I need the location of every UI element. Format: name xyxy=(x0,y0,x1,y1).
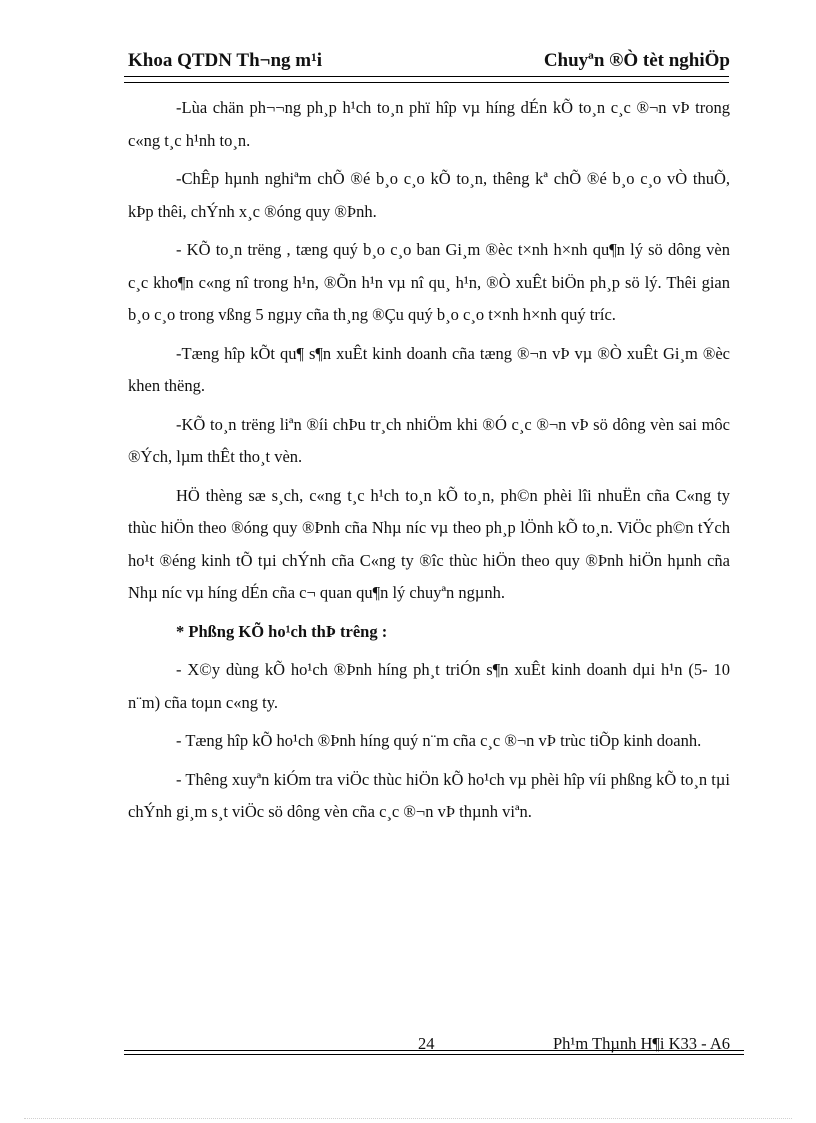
paragraph: -Lùa chän ph¬¬ng ph¸p h¹ch to¸n phï hîp vµ híng dÉn kÕ to¸n c¸c ®¬n vÞ trong c«ng t¸c h¹nh to¸n. xyxy=(128,98,730,150)
paragraph: -KÕ to¸n trëng liªn ®íi chÞu tr¸ch nhiÖm khi ®Ó c¸c ®¬n vÞ sö dông vèn sai môc ®Ých, lµm thÊt tho¸t vèn. xyxy=(128,414,730,466)
body-text xyxy=(128,92,730,835)
page-header xyxy=(128,50,730,78)
footer-author: Ph¹m Thµnh H¶i K33 - A6 xyxy=(552,1034,730,1053)
header-rule xyxy=(124,76,729,83)
header-thesis-title: Chuyªn ®Ò tèt nghiÖp xyxy=(543,50,730,71)
footer-rule xyxy=(124,1050,744,1055)
paragraph: - X©y dùng kÕ ho¹ch ®Þnh híng ph¸t triÓn s¶n xuÊt kinh doanh dµi h¹n (5- 10 n¨m) cña toµn c«ng ty. xyxy=(128,660,730,712)
paragraph: - KÕ to¸n trëng , tæng quý b¸o c¸o ban Gi¸m ®èc t×nh h×nh qu¶n lý sö dông vèn c¸c kho¶n c«ng nî trong h¹n, ®Õn h¹n vµ nî qu¸ h¹n, ®Ò xuÊt biÖn ph¸p sö lý. Thêi gian b¸o c¸o trong vßng 5 ngµy cña th¸ng ®Çu quý b¸o c¸o t×nh h×nh quý tríc. xyxy=(128,240,730,324)
section-heading: * Phßng KÕ ho¹ch thÞ trêng : xyxy=(176,621,388,641)
page-number: 24 xyxy=(418,1034,435,1053)
paragraph: HÖ thèng sæ s¸ch, c«ng t¸c h¹ch to¸n kÕ to¸n, ph©n phèi lîi nhuËn cña C«ng ty thùc hiÖn theo ®óng quy ®Þnh cña Nhµ níc vµ theo ph¸p lÖnh kÕ to¸n. ViÖc ph©n tÝch ho¹t ®éng kinh tÕ tµi chÝnh cña C«ng ty ®îc thùc hiÖn theo quy ®Þnh hiÖn hµnh cña Nhµ níc vµ híng dÉn cña c¬ quan qu¶n lý chuyªn ngµnh. xyxy=(128,485,730,602)
paragraph: -Tæng hîp kÕt qu¶ s¶n xuÊt kinh doanh cña tæng ®¬n vÞ vµ ®Ò xuÊt Gi¸m ®èc khen thëng. xyxy=(128,343,730,395)
paragraph: - Tæng hîp kÕ ho¹ch ®Þnh híng quý n¨m cña c¸c ®¬n vÞ trùc tiÕp kinh doanh. xyxy=(176,731,702,750)
paragraph: -ChÊp hµnh nghiªm chÕ ®é b¸o c¸o kÕ to¸n, thêng kª chÕ ®é b¸o c¸o vÒ thuÕ, kÞp thêi, chÝnh x¸c ®óng quy ®Þnh. xyxy=(128,169,730,221)
header-faculty: Khoa QTDN Th¬ng m¹i xyxy=(128,50,323,71)
page-edge-divider xyxy=(24,1118,792,1119)
paragraph: - Thêng xuyªn kiÓm tra viÖc thùc hiÖn kÕ ho¹ch vµ phèi hîp víi phßng kÕ to¸n tµi chÝnh gi¸m s¸t viÖc sö dông vèn cña c¸c ®¬n vÞ thµnh viªn. xyxy=(128,769,730,821)
